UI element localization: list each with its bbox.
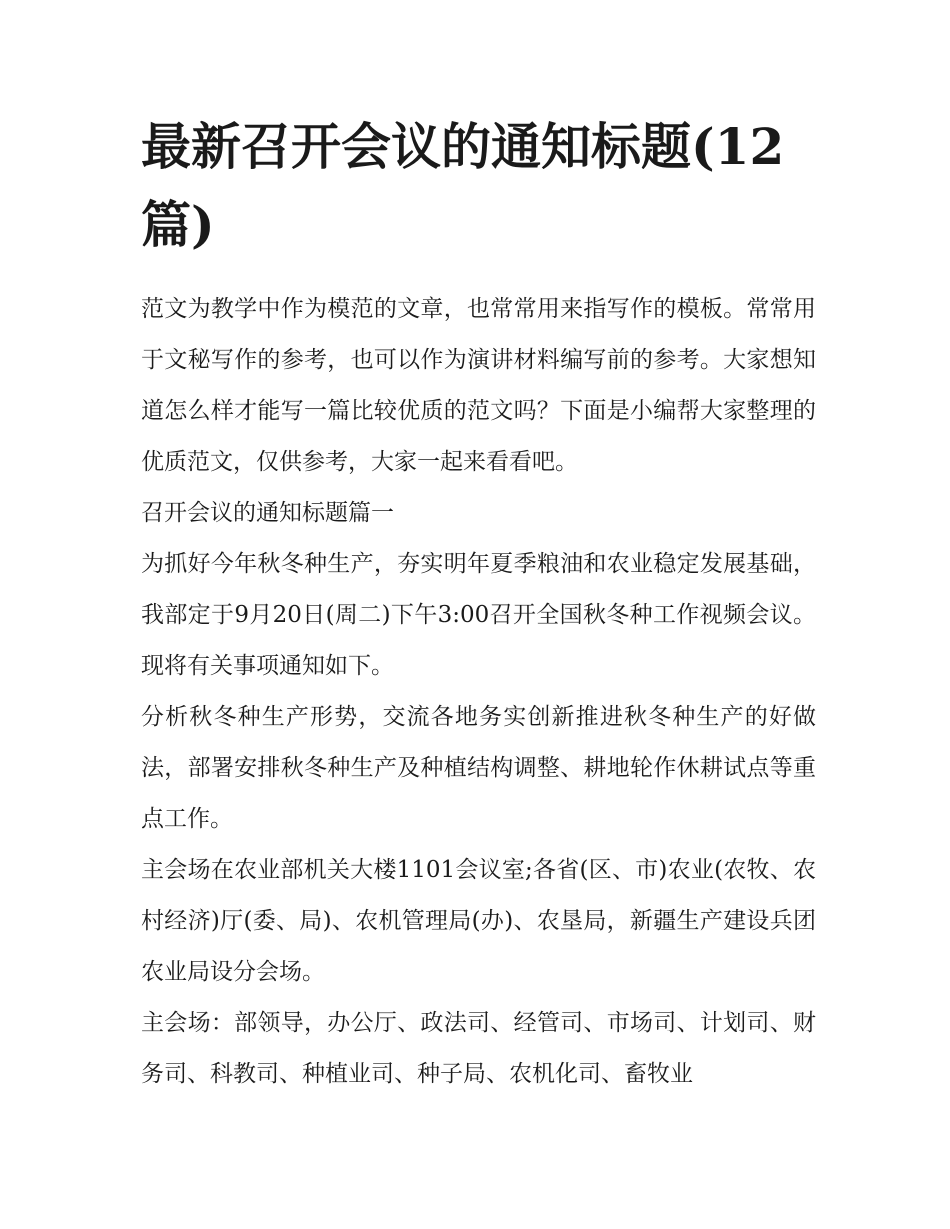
section-heading: 召开会议的通知标题篇一	[141, 500, 394, 526]
paragraph-attendees: 主会场：部领导，办公厅、政法司、经管司、市场司、计划司、财务司、科教司、种植业司、种子局、农机化司、畜牧业	[141, 1010, 816, 1087]
intro-paragraph: 范文为教学中作为模范的文章，也常常用来指写作的模板。常常用于文秘写作的参考，也可以作为演讲材料编写前的参考。大家想知道怎么样才能写一篇比较优质的范文吗？下面是小编帮大家整理的优质范文，仅供参考，大家一起来看看吧。	[141, 296, 816, 475]
title-block	[141, 108, 816, 264]
document-title: 最新召开会议的通知标题(12篇)	[141, 117, 785, 254]
paragraph-meeting-content: 分析秋冬种生产形势，交流各地务实创新推进秋冬种生产的好做法，部署安排秋冬种生产及种植结构调整、耕地轮作休耕试点等重点工作。	[141, 704, 816, 832]
document-page	[141, 108, 816, 1100]
paragraph-meeting-venue: 主会场在农业部机关大楼1101会议室;各省(区、市)农业(农牧、农村经济)厅(委、局)、农机管理局(办)、农垦局，新疆生产建设兵团农业局设分会场。	[141, 857, 816, 985]
paragraph-meeting-notice: 为抓好今年秋冬种生产，夯实明年夏季粮油和农业稳定发展基础，我部定于9月20日(周二)下午3:00召开全国秋冬种工作视频会议。现将有关事项通知如下。	[141, 551, 816, 679]
